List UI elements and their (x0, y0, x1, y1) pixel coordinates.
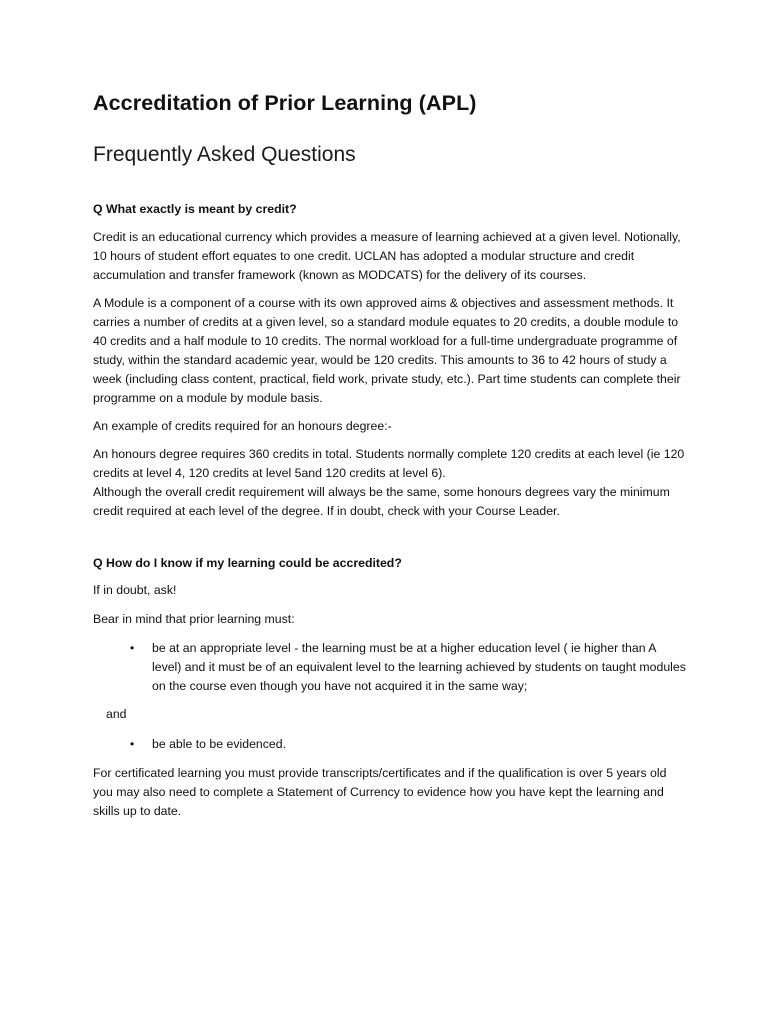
honours-requirement-text: An honours degree requires 360 credits in total. Students normally complete 120 credits at each level (ie 120 credits at level 4, 120 credits at level 5and 120 credits at level 6). (93, 447, 685, 480)
question-what-is-credit: Q What exactly is meant by credit? (93, 202, 297, 216)
honours-requirement-block (93, 445, 688, 521)
document-title: Accreditation of Prior Learning (APL) (93, 91, 477, 115)
list-item (130, 735, 688, 754)
credit-definition-paragraph: Credit is an educational currency which provides a measure of learning achieved at a given level. Notionally, 10 hours of student effort equates to one credit. UCLAN has adopted a modular structure and credit accumulation and transfer framework (known as MODCATS) for the delivery of its courses. (93, 230, 681, 282)
honours-variation-text: Although the overall credit requirement will always be the same, some honours degrees vary the minimum credit required at each level of the degree. If in doubt, check with your Course Leader. (93, 485, 670, 518)
criteria-list (93, 639, 688, 696)
list-item (130, 639, 688, 696)
module-definition-paragraph: A Module is a component of a course with its own approved aims & objectives and assessment methods. It carries a number of credits at a given level, so a standard module equates to 20 credits, a double module to 40 credits and a half module to 10 credits. The normal workload for a full-time undergraduate programme of study, within the standard academic year, would be 120 credits. This amounts to 36 to 42 hours of study a week (including class content, practical, field work, private study, etc.). Part time students can complete their programme on a module by module basis. (93, 296, 681, 405)
if-in-doubt-text: If in doubt, ask! (93, 583, 177, 597)
bullet-icon: • (130, 737, 135, 751)
bullet-icon: • (130, 641, 135, 655)
criteria-list-second (93, 735, 688, 754)
conjunction-text: and (106, 707, 127, 721)
question-learning-accredited: Q How do I know if my learning could be accredited? (93, 556, 402, 570)
criterion-appropriate-level: be at an appropriate level - the learning must be at a higher education level ( ie higher than A level) and it must be of an equivalent level to the learning achieved by students on taught modules on the course even though you have not acquired it in the same way; (152, 641, 686, 693)
honours-example-heading: An example of credits required for an honours degree:- (93, 419, 392, 433)
document-subtitle: Frequently Asked Questions (93, 143, 356, 166)
bear-in-mind-text: Bear in mind that prior learning must: (93, 612, 295, 626)
criterion-evidenced: be able to be evidenced. (152, 737, 287, 751)
certificated-learning-paragraph: For certificated learning you must provide transcripts/certificates and if the qualification is over 5 years old you may also need to complete a Statement of Currency to evidence how you have kept the learning and skills up to date. (93, 766, 667, 818)
section-learning-accredited (93, 554, 688, 821)
section-what-is-credit (93, 200, 688, 521)
